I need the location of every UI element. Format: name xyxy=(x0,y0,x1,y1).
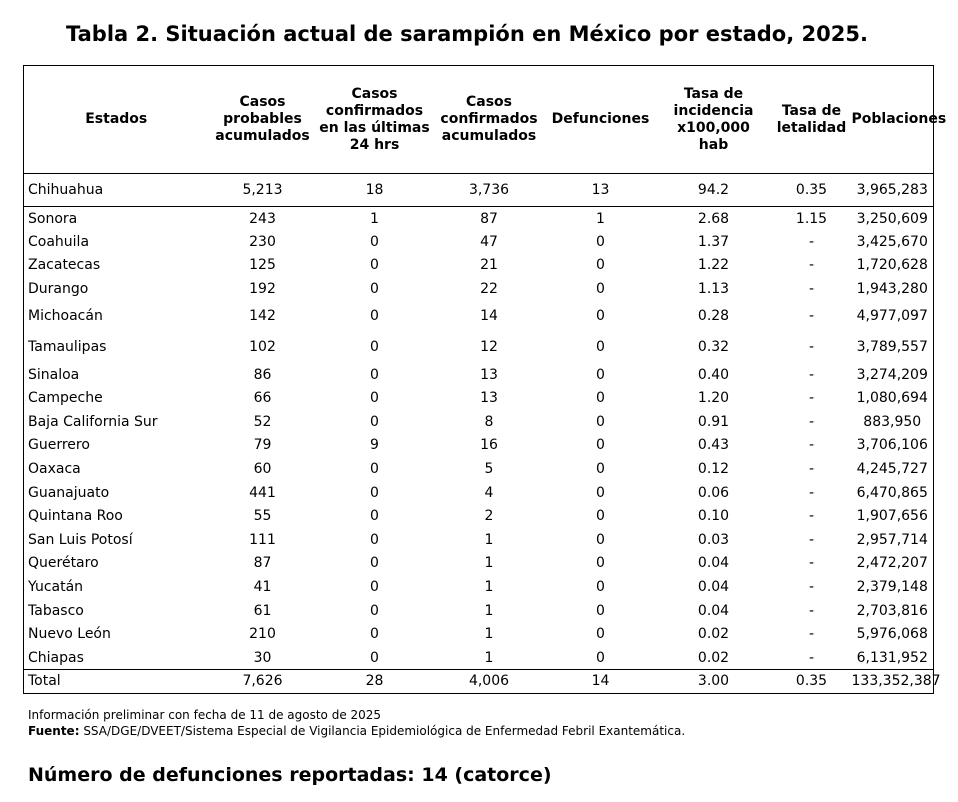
value-cell: 47 xyxy=(480,233,498,250)
value-cell: 111 xyxy=(249,531,276,548)
value-cell: - xyxy=(808,579,815,596)
value-cell: 0 xyxy=(596,308,605,325)
value-cell: 0 xyxy=(370,233,379,250)
value-cell: 0.10 xyxy=(697,508,730,525)
value-cell: 1 xyxy=(317,207,433,231)
value-cell: 142 xyxy=(249,308,276,325)
value-cell: 2.68 xyxy=(656,207,772,231)
value-cell: 1.13 xyxy=(697,281,730,298)
value-cell: 0 xyxy=(370,281,379,298)
value-cell: - xyxy=(808,366,815,383)
value-cell: 125 xyxy=(249,257,276,274)
value-cell: 210 xyxy=(249,626,276,643)
value-cell: 0 xyxy=(370,579,379,596)
table-row xyxy=(24,504,934,528)
value-cell: 0 xyxy=(596,233,605,250)
value-cell: 86 xyxy=(253,366,272,383)
value-cell: 0 xyxy=(596,508,605,525)
value-cell: 87 xyxy=(253,555,272,572)
value-cell: 0.35 xyxy=(795,182,828,198)
table-row xyxy=(24,230,934,254)
value-cell: 0 xyxy=(370,308,379,325)
value-cell: 5 xyxy=(484,461,494,478)
table-row xyxy=(24,622,934,646)
value-cell: 0 xyxy=(596,602,605,619)
header-casos-probables: Casos probables acumulados xyxy=(209,66,317,174)
state-name-cell: Nuevo León xyxy=(28,626,111,643)
value-cell: 3,706,106 xyxy=(856,437,928,454)
header-tasa-letalidad: Tasa de letalidad xyxy=(772,66,852,174)
value-cell: 0.91 xyxy=(697,413,730,430)
value-cell: 0 xyxy=(370,531,379,548)
value-cell: 6,470,865 xyxy=(856,484,928,501)
value-cell: 1 xyxy=(484,579,494,596)
value-cell: 0 xyxy=(370,390,379,407)
state-name-cell: Guanajuato xyxy=(28,484,110,501)
total-value-cell: 3.00 xyxy=(656,670,772,694)
value-cell: 9 xyxy=(370,437,379,454)
table-row xyxy=(24,457,934,481)
value-cell: 0 xyxy=(370,555,379,572)
value-cell: - xyxy=(808,531,815,548)
value-cell: 13 xyxy=(591,182,610,198)
state-name-cell: Coahuila xyxy=(28,233,90,250)
value-cell: 52 xyxy=(253,413,272,430)
table-header-row xyxy=(24,66,934,174)
value-cell: 87 xyxy=(433,207,546,231)
value-cell: 1 xyxy=(484,602,494,619)
value-cell: 0 xyxy=(596,366,605,383)
value-cell: 0.40 xyxy=(697,366,730,383)
value-cell: 1.15 xyxy=(772,207,852,231)
state-name-cell: Chihuahua xyxy=(28,182,104,198)
value-cell: 0.43 xyxy=(697,437,730,454)
state-name-cell: Yucatán xyxy=(28,579,84,596)
value-cell: - xyxy=(808,308,815,325)
value-cell: - xyxy=(808,555,815,572)
table-row xyxy=(24,254,934,278)
value-cell: - xyxy=(808,390,815,407)
value-cell: 441 xyxy=(249,484,276,501)
total-label-cell: Total xyxy=(24,670,209,694)
value-cell: 13 xyxy=(480,390,498,407)
value-cell: 192 xyxy=(249,281,276,298)
value-cell: 0 xyxy=(596,579,605,596)
value-cell: 0 xyxy=(596,555,605,572)
header-casos-24hrs: Casos confirmados en las últimas 24 hrs xyxy=(317,66,433,174)
state-name-cell: Baja California Sur xyxy=(28,413,158,430)
table-row xyxy=(24,528,934,552)
value-cell: 0 xyxy=(596,461,605,478)
state-name-cell: Tabasco xyxy=(28,602,84,619)
value-cell: 0 xyxy=(370,257,379,274)
value-cell: 30 xyxy=(253,649,272,666)
value-cell: 2 xyxy=(484,508,494,525)
value-cell: 4,977,097 xyxy=(856,308,928,325)
value-cell: 3,965,283 xyxy=(856,182,928,198)
total-value-cell: 28 xyxy=(317,670,433,694)
state-name-cell: Tamaulipas xyxy=(28,339,107,356)
value-cell: 18 xyxy=(365,182,384,198)
value-cell: 1 xyxy=(484,555,494,572)
value-cell: 16 xyxy=(480,437,498,454)
table-row xyxy=(24,481,934,505)
value-cell: 55 xyxy=(253,508,272,525)
value-cell: 41 xyxy=(253,579,272,596)
value-cell: 0.04 xyxy=(697,579,730,596)
state-name-cell: Durango xyxy=(28,281,89,298)
value-cell: 0 xyxy=(596,281,605,298)
value-cell: 0 xyxy=(370,649,379,666)
state-name-cell: Sonora xyxy=(24,207,209,231)
value-cell: 1,943,280 xyxy=(856,281,928,298)
value-cell: - xyxy=(808,649,815,666)
value-cell: 0.06 xyxy=(697,484,730,501)
measles-table xyxy=(23,65,947,694)
value-cell: 0 xyxy=(596,649,605,666)
value-cell: 0 xyxy=(370,366,379,383)
table-row xyxy=(24,332,934,363)
value-cell: 1 xyxy=(546,207,656,231)
value-cell: 14 xyxy=(480,308,498,325)
header-casos-confirmados: Casos confirmados acumulados xyxy=(433,66,546,174)
table-row xyxy=(24,410,934,434)
table-row xyxy=(24,363,934,387)
value-cell: 0.32 xyxy=(697,339,730,356)
state-name-cell: San Luis Potosí xyxy=(28,531,133,548)
value-cell: 0 xyxy=(370,602,379,619)
value-cell: - xyxy=(808,461,815,478)
footnote-date: Información preliminar con fecha de 11 de agosto de 2025 xyxy=(28,708,382,722)
value-cell: 66 xyxy=(253,390,272,407)
value-cell: 0.12 xyxy=(697,461,730,478)
total-value-cell: 0.35 xyxy=(772,670,852,694)
value-cell: 0 xyxy=(370,461,379,478)
value-cell: 0 xyxy=(596,390,605,407)
value-cell: 0 xyxy=(370,626,379,643)
state-name-cell: Guerrero xyxy=(28,437,90,454)
value-cell: 102 xyxy=(249,339,276,356)
table-row xyxy=(24,599,934,623)
value-cell: 4 xyxy=(484,484,494,501)
page-title: Tabla 2. Situación actual de sarampión en México por estado, 2025. xyxy=(66,22,868,46)
value-cell: 0 xyxy=(370,413,379,430)
value-cell: 0.02 xyxy=(697,626,730,643)
total-value-cell: 4,006 xyxy=(433,670,546,694)
value-cell: 60 xyxy=(253,461,272,478)
value-cell: 3,425,670 xyxy=(856,233,928,250)
value-cell: 12 xyxy=(480,339,498,356)
value-cell: 0.02 xyxy=(697,649,730,666)
value-cell: 1 xyxy=(484,531,494,548)
value-cell: 3,274,209 xyxy=(856,366,928,383)
state-name-cell: Querétaro xyxy=(28,555,99,572)
value-cell: - xyxy=(808,257,815,274)
state-name-cell: Sinaloa xyxy=(28,366,80,383)
value-cell: 0.04 xyxy=(697,555,730,572)
value-cell: 0.03 xyxy=(697,531,730,548)
value-cell: 0 xyxy=(370,339,379,356)
value-cell: - xyxy=(808,339,815,356)
value-cell: 6,131,952 xyxy=(856,649,928,666)
value-cell: 3,736 xyxy=(468,182,510,198)
value-cell: 1,080,694 xyxy=(856,390,928,407)
total-value-cell: 7,626 xyxy=(209,670,317,694)
table-row xyxy=(24,207,934,231)
header-poblaciones: Poblaciones xyxy=(852,66,934,174)
footnote xyxy=(28,707,685,739)
header-estados: Estados xyxy=(24,66,209,174)
value-cell: 0 xyxy=(596,437,605,454)
value-cell: 0 xyxy=(370,484,379,501)
deaths-summary: Número de defunciones reportadas: 14 (catorce) xyxy=(28,764,552,786)
state-name-cell: Zacatecas xyxy=(28,257,101,274)
value-cell: 2,379,148 xyxy=(856,579,928,596)
header-tasa-incidencia: Tasa de incidencia x100,000 hab xyxy=(656,66,772,174)
value-cell: 1 xyxy=(484,626,494,643)
value-cell: - xyxy=(808,626,815,643)
value-cell: - xyxy=(808,281,815,298)
table-row xyxy=(24,552,934,576)
value-cell: 13 xyxy=(480,366,498,383)
value-cell: 3,789,557 xyxy=(856,339,928,356)
value-cell: 1,907,656 xyxy=(856,508,928,525)
value-cell: 0 xyxy=(370,508,379,525)
value-cell: 5,213 xyxy=(242,182,283,198)
value-cell: 2,472,207 xyxy=(856,555,928,572)
state-name-cell: Quintana Roo xyxy=(28,508,123,525)
value-cell: 1,720,628 xyxy=(856,257,928,274)
state-name-cell: Campeche xyxy=(28,390,103,407)
table-row xyxy=(24,646,934,670)
total-value-cell: 133,352,387 xyxy=(852,670,934,694)
value-cell: 5,976,068 xyxy=(856,626,928,643)
value-cell: 0.04 xyxy=(697,602,730,619)
table-row xyxy=(24,174,934,207)
table-row xyxy=(24,301,934,332)
value-cell: 2,703,816 xyxy=(856,602,928,619)
value-cell: - xyxy=(808,602,815,619)
value-cell: 94.2 xyxy=(697,182,730,198)
value-cell: 0 xyxy=(596,531,605,548)
value-cell: 3,250,609 xyxy=(852,207,934,231)
value-cell: 0.28 xyxy=(697,308,730,325)
value-cell: 883,950 xyxy=(863,413,922,430)
value-cell: 243 xyxy=(209,207,317,231)
footnote-source: Fuente: SSA/DGE/DVEET/Sistema Especial de Vigilancia Epidemiológica de Enfermedad Febril Exantemática. xyxy=(28,724,686,738)
value-cell: 8 xyxy=(484,413,494,430)
value-cell: - xyxy=(808,484,815,501)
state-name-cell: Michoacán xyxy=(28,308,103,325)
table-row xyxy=(24,277,934,301)
value-cell: 22 xyxy=(480,281,498,298)
value-cell: 230 xyxy=(249,233,276,250)
total-value-cell: 14 xyxy=(546,670,656,694)
value-cell: 2,957,714 xyxy=(856,531,928,548)
table-row xyxy=(24,434,934,458)
value-cell: 0 xyxy=(596,626,605,643)
value-cell: 61 xyxy=(253,602,272,619)
state-name-cell: Oaxaca xyxy=(28,461,81,478)
value-cell: 0 xyxy=(596,484,605,501)
value-cell: 1 xyxy=(484,649,494,666)
value-cell: - xyxy=(808,508,815,525)
value-cell: 0 xyxy=(596,257,605,274)
value-cell: 21 xyxy=(480,257,498,274)
table-row xyxy=(24,575,934,599)
value-cell: 79 xyxy=(253,437,272,454)
value-cell: - xyxy=(808,437,815,454)
table-row xyxy=(24,386,934,410)
value-cell: 0 xyxy=(596,339,605,356)
total-row xyxy=(24,670,934,694)
value-cell: 1.22 xyxy=(697,257,730,274)
value-cell: 1.37 xyxy=(697,233,730,250)
value-cell: - xyxy=(808,233,815,250)
value-cell: 0 xyxy=(596,413,605,430)
value-cell: - xyxy=(808,413,815,430)
value-cell: 1.20 xyxy=(697,390,730,407)
state-name-cell: Chiapas xyxy=(28,649,84,666)
header-defunciones: Defunciones xyxy=(546,66,656,174)
value-cell: 4,245,727 xyxy=(856,461,928,478)
